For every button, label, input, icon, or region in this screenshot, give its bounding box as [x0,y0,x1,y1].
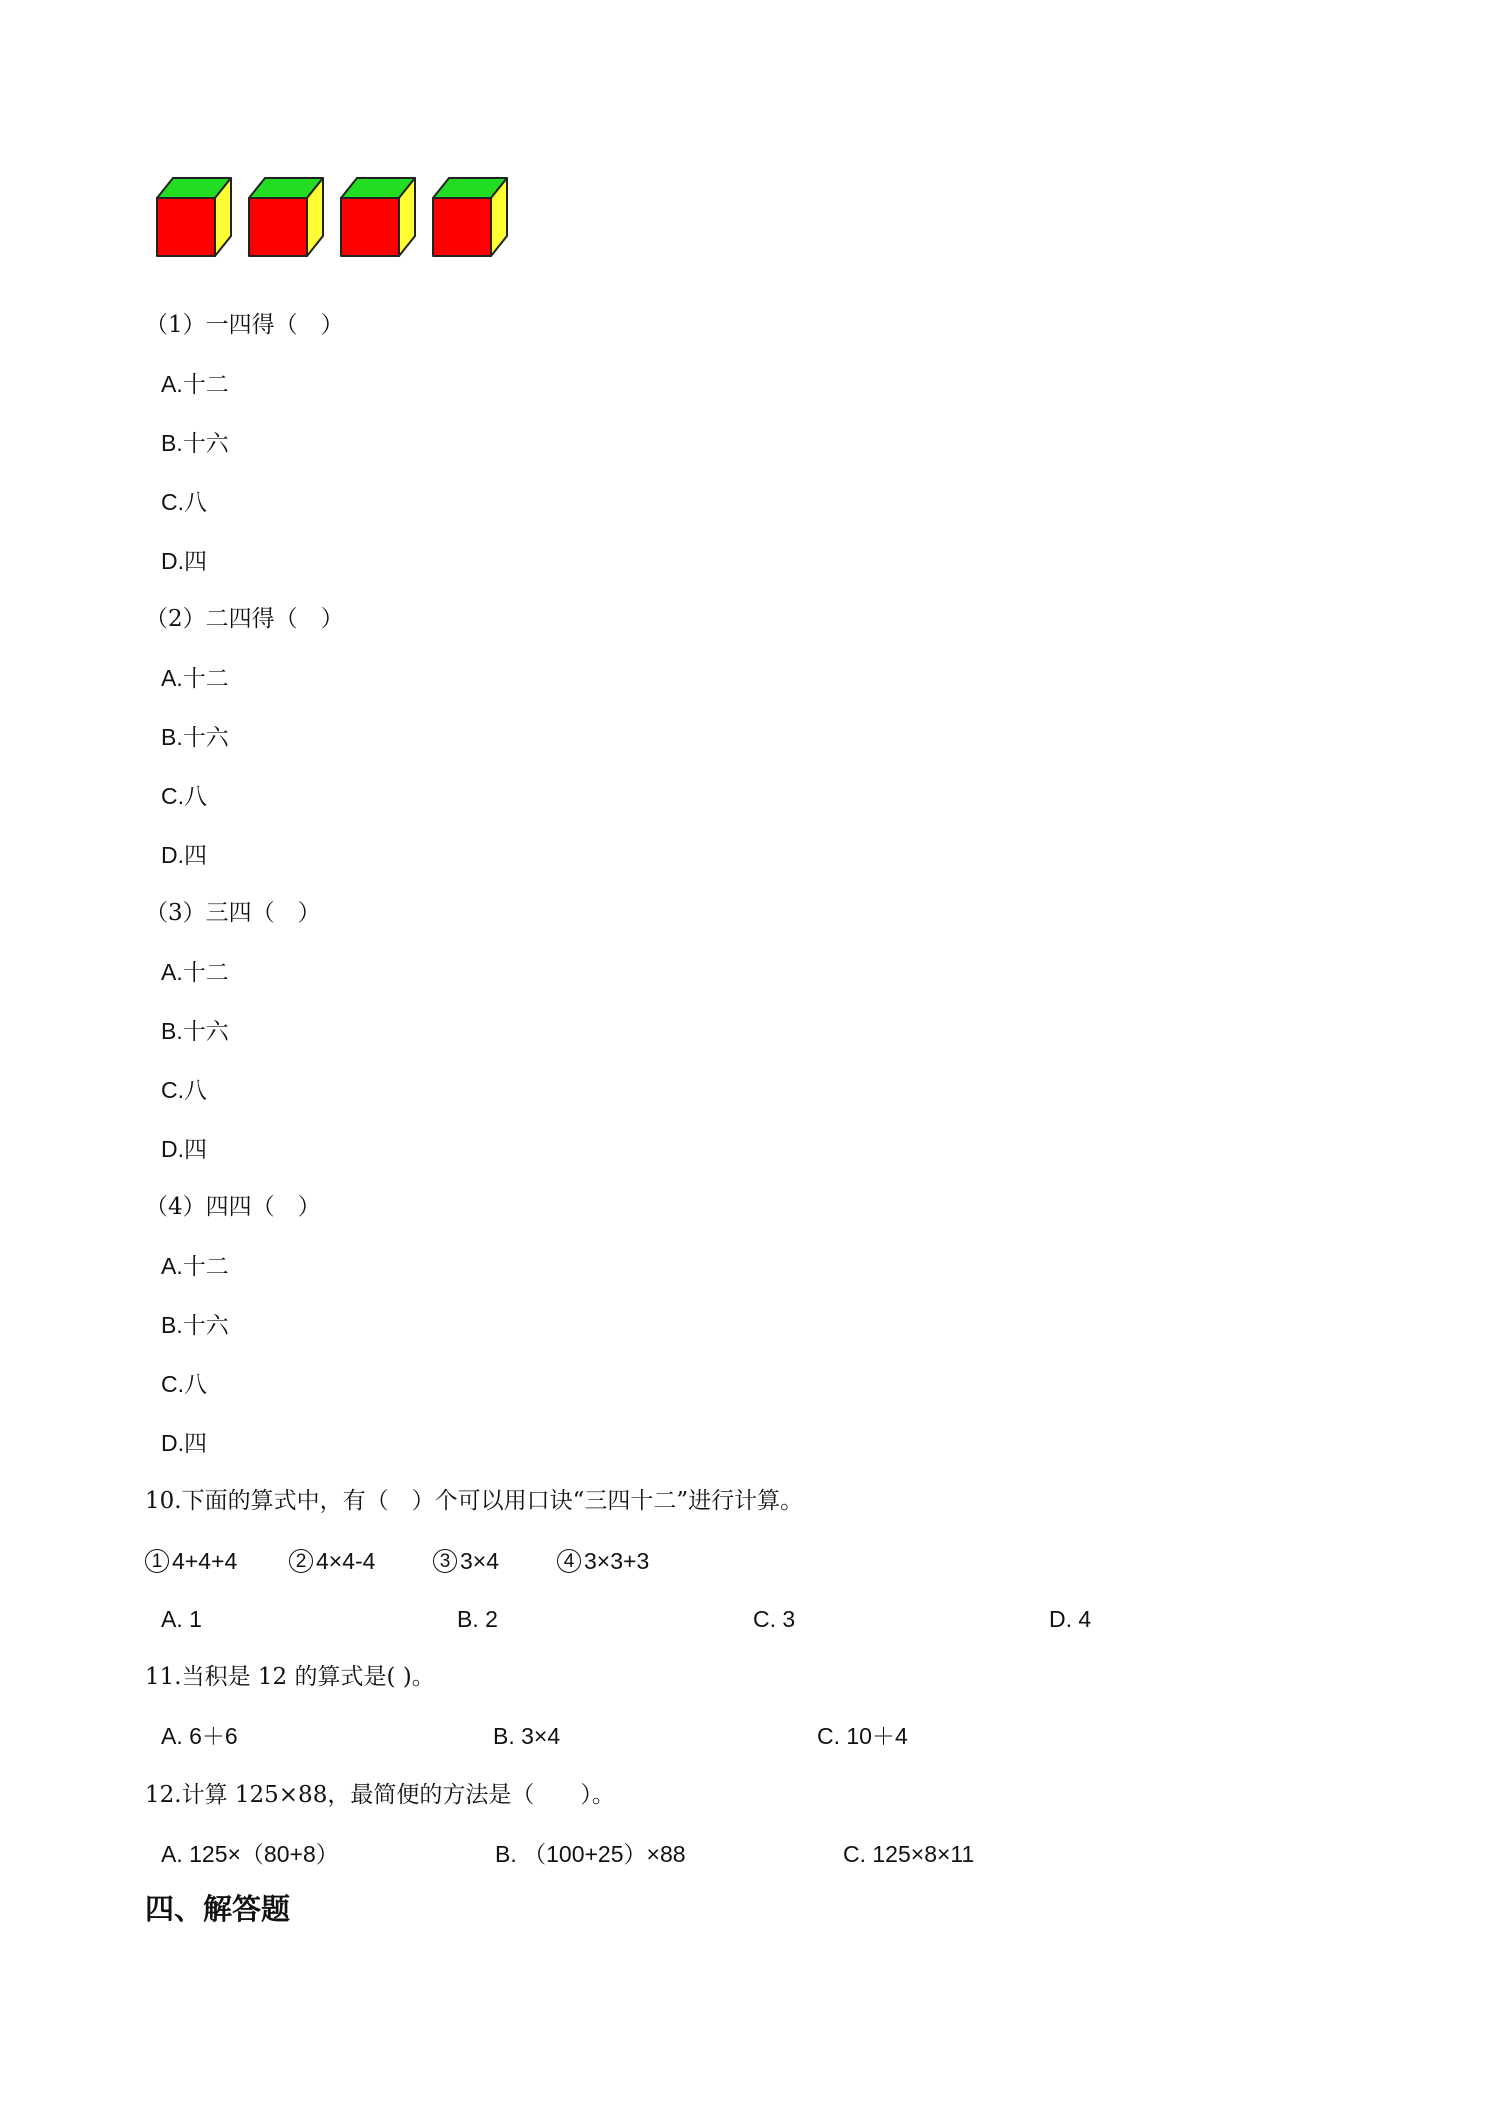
q12-option-a[interactable]: A. 125×（80+8） [161,1841,339,1867]
q12-option-b[interactable]: B. （100+25）×88 [495,1841,686,1867]
q9-2-option-a[interactable]: A.十二 [161,665,229,691]
q10-expression: 3×3+3 [584,1548,650,1574]
q9-4-option-a[interactable]: A.十二 [161,1253,229,1279]
cube-icon [249,178,323,256]
q9-2-option-c[interactable]: C.八 [161,783,207,809]
q10-expression: 4+4+4 [172,1548,238,1574]
q11-stem: 11.当积是 12 的算式是( )。 [145,1664,435,1690]
q10-item-3 [433,1545,499,1576]
q9-4-option-d[interactable]: D.四 [161,1430,207,1456]
circled-number: 4 [557,1549,581,1573]
q10-option-d[interactable]: D. 4 [1049,1606,1092,1632]
q9-2-option-d[interactable]: D.四 [161,842,207,868]
q10-item-1 [145,1545,237,1576]
circled-number: 3 [433,1549,457,1573]
cube-icon [157,178,231,256]
q10-expression: 3×4 [460,1548,500,1574]
q9-1-option-a[interactable]: A.十二 [161,371,229,397]
q9-1-stem: （1）一四得（ ） [145,312,344,338]
q9-3-option-d[interactable]: D.四 [161,1136,207,1162]
q12-option-c[interactable]: C. 125×8×11 [843,1841,975,1867]
q10-item-4 [557,1545,649,1576]
circled-number: 1 [145,1549,169,1573]
q9-3-option-a[interactable]: A.十二 [161,959,229,985]
q10-expression: 4×4-4 [316,1548,376,1574]
q9-1-option-b[interactable]: B.十六 [161,430,229,456]
cube-icon [341,178,415,256]
q9-4-option-c[interactable]: C.八 [161,1371,207,1397]
q11-option-a[interactable]: A. 6＋6 [161,1723,238,1749]
q10-stem: 10.下面的算式中，有（ ）个可以用口诀“三四十二”进行计算。 [145,1488,804,1514]
q10-option-c[interactable]: C. 3 [753,1606,796,1632]
q9-1-option-c[interactable]: C.八 [161,489,207,515]
q10-item-2 [289,1545,375,1576]
circled-number: 2 [289,1549,313,1573]
q9-4-option-b[interactable]: B.十六 [161,1312,229,1338]
four-cubes-image [153,174,513,270]
section-heading: 四、解答题 [145,1892,291,1926]
q9-1-option-d[interactable]: D.四 [161,548,207,574]
q12-stem: 12.计算 125×88，最简便的方法是（ ）。 [145,1782,615,1808]
q9-3-option-c[interactable]: C.八 [161,1077,207,1103]
q9-4-stem: （4）四四（ ） [145,1194,321,1220]
q11-option-b[interactable]: B. 3×4 [493,1723,561,1749]
q9-2-stem: （2）二四得（ ） [145,606,344,632]
q9-2-option-b[interactable]: B.十六 [161,724,229,750]
q9-3-option-b[interactable]: B.十六 [161,1018,229,1044]
q10-option-b[interactable]: B. 2 [457,1606,498,1632]
q9-3-stem: （3）三四（ ） [145,900,321,926]
q10-option-a[interactable]: A. 1 [161,1606,202,1632]
q11-option-c[interactable]: C. 10＋4 [817,1723,908,1749]
cube-icon [433,178,507,256]
